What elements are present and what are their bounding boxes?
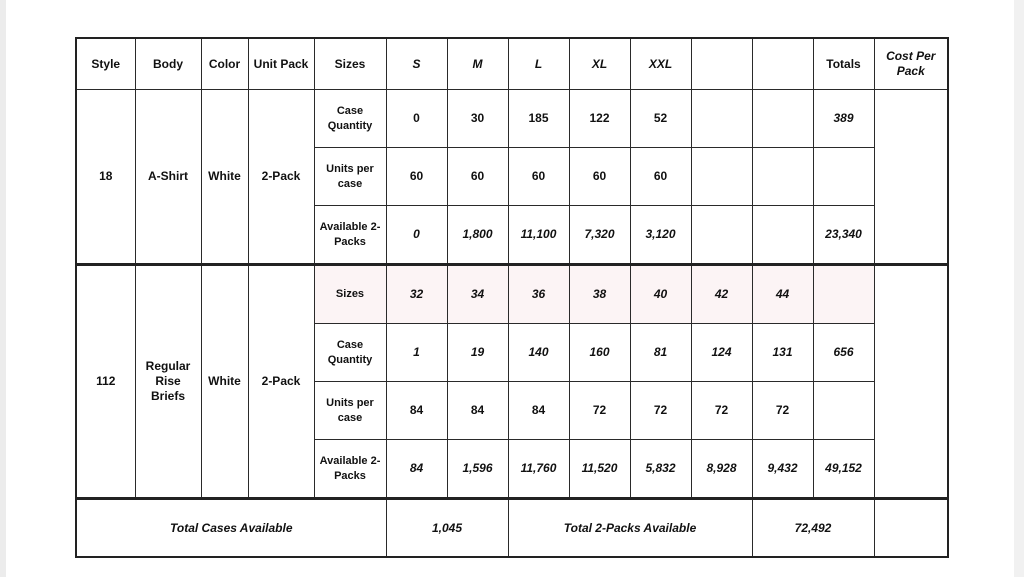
header-color: Color: [201, 38, 248, 90]
header-size-xl: XL: [569, 38, 630, 90]
left-page-edge: [0, 0, 6, 577]
value-cell: 36: [508, 265, 569, 324]
table-row: [76, 90, 948, 148]
body-cell: Regular Rise Briefs: [135, 265, 201, 499]
value-cell: 1: [386, 324, 447, 382]
total-cases-value: 1,045: [386, 499, 508, 558]
header-unit-pack: Unit Pack: [248, 38, 314, 90]
value-cell: 122: [569, 90, 630, 148]
value-cell: 34: [447, 265, 508, 324]
value-cell: 9,432: [752, 440, 813, 499]
value-cell: 160: [569, 324, 630, 382]
header-cost-per-pack: Cost Per Pack: [874, 38, 948, 90]
value-cell: 7,320: [569, 206, 630, 265]
style-cell: 112: [76, 265, 135, 499]
color-cell: White: [201, 90, 248, 265]
total-cell: [813, 265, 874, 324]
header-blank-1: [691, 38, 752, 90]
header-sizes: Sizes: [314, 38, 386, 90]
row-label: Available 2-Packs: [314, 206, 386, 265]
value-cell: 84: [386, 440, 447, 499]
value-cell: 1,800: [447, 206, 508, 265]
header-totals: Totals: [813, 38, 874, 90]
header-size-xxl: XXL: [630, 38, 691, 90]
value-cell: 38: [569, 265, 630, 324]
value-cell: 60: [630, 148, 691, 206]
value-cell: 72: [752, 382, 813, 440]
value-cell: 140: [508, 324, 569, 382]
value-cell: [691, 206, 752, 265]
total-cases-label: Total Cases Available: [76, 499, 386, 558]
value-cell: 42: [691, 265, 752, 324]
total-cell: 389: [813, 90, 874, 148]
value-cell: 1,596: [447, 440, 508, 499]
value-cell: 131: [752, 324, 813, 382]
value-cell: 84: [447, 382, 508, 440]
value-cell: 81: [630, 324, 691, 382]
value-cell: [752, 90, 813, 148]
row-label: Sizes: [314, 265, 386, 324]
header-size-l: L: [508, 38, 569, 90]
value-cell: 5,832: [630, 440, 691, 499]
value-cell: 44: [752, 265, 813, 324]
value-cell: 185: [508, 90, 569, 148]
value-cell: 60: [386, 148, 447, 206]
header-style: Style: [76, 38, 135, 90]
footer-blank-cell: [874, 499, 948, 558]
header-size-m: M: [447, 38, 508, 90]
body-cell: A-Shirt: [135, 90, 201, 265]
value-cell: 72: [630, 382, 691, 440]
value-cell: 60: [508, 148, 569, 206]
value-cell: 84: [508, 382, 569, 440]
header-body: Body: [135, 38, 201, 90]
value-cell: 11,520: [569, 440, 630, 499]
row-label: Units per case: [314, 148, 386, 206]
value-cell: 52: [630, 90, 691, 148]
row-label: Case Quantity: [314, 324, 386, 382]
total-cell: 49,152: [813, 440, 874, 499]
value-cell: 11,100: [508, 206, 569, 265]
table-row: [76, 265, 948, 324]
total-packs-label: Total 2-Packs Available: [508, 499, 752, 558]
color-cell: White: [201, 265, 248, 499]
value-cell: 8,928: [691, 440, 752, 499]
right-page-edge: [1014, 0, 1024, 577]
value-cell: 19: [447, 324, 508, 382]
value-cell: [691, 148, 752, 206]
cost-per-pack-cell: [874, 265, 948, 499]
unit-pack-cell: 2-Pack: [248, 90, 314, 265]
header-blank-2: [752, 38, 813, 90]
value-cell: 30: [447, 90, 508, 148]
header-row: [76, 38, 948, 90]
row-label: Case Quantity: [314, 90, 386, 148]
value-cell: 72: [569, 382, 630, 440]
value-cell: 3,120: [630, 206, 691, 265]
inventory-table: [75, 37, 949, 558]
row-label: Units per case: [314, 382, 386, 440]
value-cell: 60: [569, 148, 630, 206]
value-cell: 0: [386, 206, 447, 265]
total-cell: 23,340: [813, 206, 874, 265]
style-cell: 18: [76, 90, 135, 265]
value-cell: 124: [691, 324, 752, 382]
value-cell: [752, 148, 813, 206]
total-packs-value: 72,492: [752, 499, 874, 558]
value-cell: 72: [691, 382, 752, 440]
cost-per-pack-cell: [874, 90, 948, 265]
total-cell: [813, 382, 874, 440]
value-cell: 11,760: [508, 440, 569, 499]
totals-row: [76, 499, 948, 558]
unit-pack-cell: 2-Pack: [248, 265, 314, 499]
total-cell: [813, 148, 874, 206]
total-cell: 656: [813, 324, 874, 382]
value-cell: 60: [447, 148, 508, 206]
value-cell: [691, 90, 752, 148]
value-cell: [752, 206, 813, 265]
header-size-s: S: [386, 38, 447, 90]
value-cell: 32: [386, 265, 447, 324]
row-label: Available 2-Packs: [314, 440, 386, 499]
value-cell: 40: [630, 265, 691, 324]
value-cell: 84: [386, 382, 447, 440]
value-cell: 0: [386, 90, 447, 148]
